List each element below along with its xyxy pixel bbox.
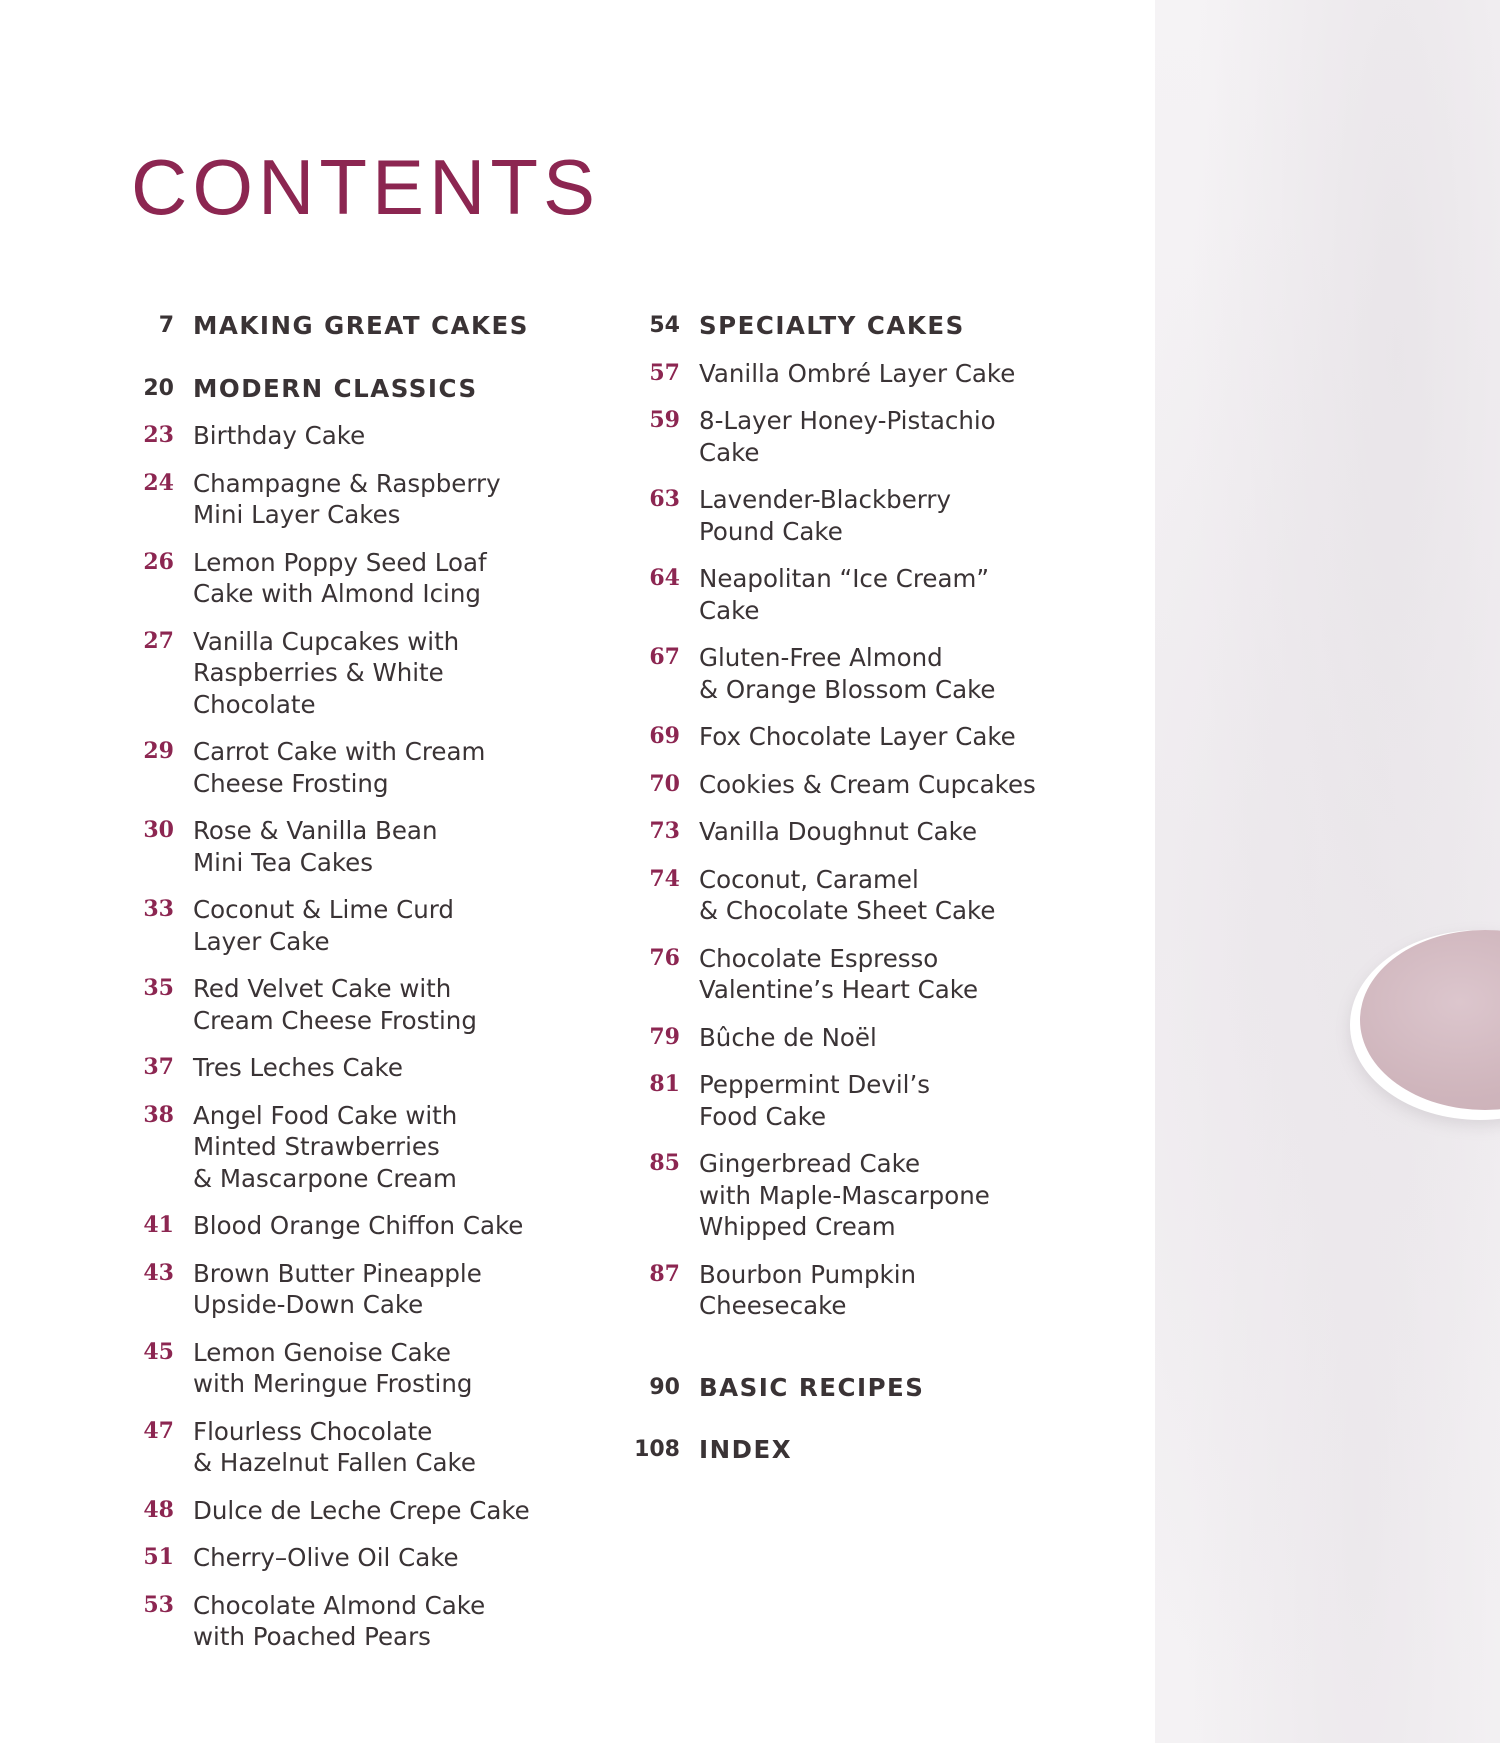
toc-page-number: 54 [649, 313, 680, 338]
toc-recipe-title: Tres Leches Cake [193, 1053, 403, 1082]
toc-entry[interactable] [122, 1416, 562, 1479]
toc-recipe-title: 8-Layer Honey-Pistachio Cake [699, 406, 996, 467]
toc-page-number: 87 [649, 1260, 680, 1287]
toc-recipe-title: Champagne & Raspberry Mini Layer Cakes [193, 468, 501, 529]
toc-entry[interactable] [628, 769, 1068, 801]
toc-page-number: 35 [143, 975, 174, 1001]
toc-recipe-title: Bourbon Pumpkin Cheesecake [699, 1259, 917, 1320]
toc-recipe-title: Lemon Genoise Cake with Meringue Frosting [193, 1337, 473, 1398]
toc-right-column [628, 310, 1068, 1482]
toc-recipe-title: Cherry–Olive Oil Cake [193, 1543, 459, 1572]
cake-photo [1155, 0, 1500, 1743]
toc-recipe-title: Birthday Cake [193, 421, 366, 450]
toc-page-number: 70 [649, 770, 680, 797]
toc-page-number: 64 [649, 565, 680, 591]
toc-page-number: 38 [143, 1101, 174, 1128]
toc-entry[interactable] [122, 468, 562, 531]
toc-page-number: 47 [143, 1417, 174, 1444]
toc-section-entry[interactable] [122, 310, 562, 342]
toc-recipe-title: Brown Butter Pineapple Upside-Down Cake [193, 1258, 482, 1319]
toc-recipe-title: Vanilla Ombré Layer Cake [699, 358, 1016, 388]
toc-entry[interactable] [628, 1259, 1068, 1322]
toc-page-number: 63 [649, 486, 680, 512]
toc-page-number: 29 [143, 738, 174, 764]
toc-entry[interactable] [122, 1258, 562, 1321]
toc-page-number: 30 [143, 817, 174, 843]
toc-recipe-title: Angel Food Cake with Minted Strawberries & Mascarpone Cream [193, 1100, 458, 1193]
toc-page-number: 7 [158, 313, 174, 338]
toc-page-number: 85 [649, 1150, 680, 1176]
toc-page-number: 74 [649, 865, 680, 892]
toc-section-title: SPECIALTY CAKES [699, 311, 965, 340]
toc-entry[interactable] [628, 864, 1068, 927]
toc-page-number: 20 [143, 375, 174, 401]
toc-left-column [122, 310, 562, 1669]
toc-recipe-title: Neapolitan “Ice Cream” Cake [699, 564, 990, 625]
toc-recipe-title: Rose & Vanilla Bean Mini Tea Cakes [193, 816, 438, 877]
toc-recipe-title: Red Velvet Cake with Cream Cheese Frosting [193, 974, 477, 1035]
toc-page-number: 41 [143, 1212, 174, 1238]
toc-section-entry[interactable] [122, 373, 562, 405]
toc-recipe-title: Coconut & Lime Curd Layer Cake [193, 895, 454, 956]
toc-recipe-title: Bûche de Noël [699, 1022, 877, 1052]
toc-recipe-title: Vanilla Cupcakes with Raspberries & White Chocolate [193, 626, 460, 719]
toc-entry[interactable] [628, 943, 1068, 1006]
toc-entry[interactable] [628, 405, 1068, 468]
toc-entry[interactable] [628, 1069, 1068, 1132]
toc-page-number: 67 [649, 644, 680, 670]
toc-recipe-title: Fox Chocolate Layer Cake [699, 722, 1016, 751]
toc-section-title: MODERN CLASSICS [193, 373, 478, 403]
toc-entry[interactable] [122, 815, 562, 878]
toc-page-number: 57 [649, 359, 680, 386]
toc-entry[interactable] [122, 1100, 562, 1195]
toc-recipe-title: Chocolate Almond Cake with Poached Pears [193, 1590, 486, 1651]
toc-entry[interactable] [628, 484, 1068, 547]
toc-page-number: 45 [143, 1338, 174, 1365]
toc-page-number: 37 [143, 1054, 174, 1080]
toc-entry[interactable] [122, 626, 562, 721]
toc-page-number: 108 [634, 1437, 680, 1462]
toc-page-number: 48 [143, 1496, 174, 1523]
toc-section-entry[interactable] [628, 1372, 1068, 1404]
toc-recipe-title: Coconut, Caramel & Chocolate Sheet Cake [699, 864, 996, 925]
toc-section-title: INDEX [699, 1435, 793, 1464]
toc-recipe-title: Gluten-Free Almond & Orange Blossom Cake [699, 643, 996, 704]
toc-page-number: 79 [649, 1023, 680, 1050]
toc-entry[interactable] [628, 358, 1068, 390]
toc-page-number: 27 [143, 627, 174, 654]
toc-recipe-title: Cookies & Cream Cupcakes [699, 769, 1036, 799]
toc-entry[interactable] [122, 973, 562, 1036]
toc-section-title: MAKING GREAT CAKES [193, 311, 529, 340]
toc-entry[interactable] [122, 420, 562, 452]
toc-entry[interactable] [122, 736, 562, 799]
toc-entry[interactable] [122, 1210, 562, 1242]
toc-page-number: 76 [649, 944, 680, 971]
toc-entry[interactable] [122, 1337, 562, 1400]
toc-page-number: 51 [143, 1544, 174, 1570]
toc-entry[interactable] [628, 563, 1068, 626]
toc-recipe-title: Peppermint Devil’s Food Cake [699, 1070, 930, 1131]
toc-entry[interactable] [628, 816, 1068, 848]
toc-page-number: 81 [649, 1071, 680, 1097]
toc-section-entry[interactable] [628, 310, 1068, 342]
toc-recipe-title: Lemon Poppy Seed Loaf Cake with Almond Icing [193, 547, 487, 608]
toc-recipe-title: Flourless Chocolate & Hazelnut Fallen Cake [193, 1416, 476, 1477]
toc-recipe-title: Blood Orange Chiffon Cake [193, 1211, 524, 1240]
toc-page-number: 24 [143, 469, 174, 496]
page-title: CONTENTS [131, 143, 600, 231]
toc-recipe-title: Dulce de Leche Crepe Cake [193, 1495, 530, 1525]
toc-entry[interactable] [628, 1022, 1068, 1054]
toc-entry[interactable] [628, 721, 1068, 753]
toc-entry[interactable] [628, 1148, 1068, 1243]
toc-page-number: 43 [143, 1259, 174, 1286]
toc-page-number: 53 [143, 1591, 174, 1618]
toc-page-number: 23 [143, 422, 174, 448]
toc-recipe-title: Lavender-Blackberry Pound Cake [699, 485, 951, 546]
toc-page-number: 69 [649, 723, 680, 749]
toc-recipe-title: Vanilla Doughnut Cake [699, 817, 978, 846]
toc-section-entry[interactable] [628, 1434, 1068, 1466]
toc-page-number: 90 [649, 1374, 680, 1400]
toc-page-number: 73 [649, 818, 680, 844]
toc-entry[interactable] [122, 1495, 562, 1527]
toc-page-number: 59 [649, 407, 680, 433]
toc-page-number: 26 [143, 548, 174, 575]
toc-entry[interactable] [122, 1542, 562, 1574]
toc-page-number: 33 [143, 896, 174, 922]
toc-recipe-title: Carrot Cake with Cream Cheese Frosting [193, 737, 486, 798]
toc-entry[interactable] [122, 547, 562, 610]
toc-section-title: BASIC RECIPES [699, 1372, 925, 1402]
toc-entry[interactable] [122, 1590, 562, 1653]
toc-entry[interactable] [122, 894, 562, 957]
toc-recipe-title: Chocolate Espresso Valentine’s Heart Cake [699, 943, 979, 1004]
toc-recipe-title: Gingerbread Cake with Maple-Mascarpone Whipped Cream [699, 1149, 990, 1241]
toc-entry[interactable] [628, 642, 1068, 705]
toc-entry[interactable] [122, 1052, 562, 1084]
